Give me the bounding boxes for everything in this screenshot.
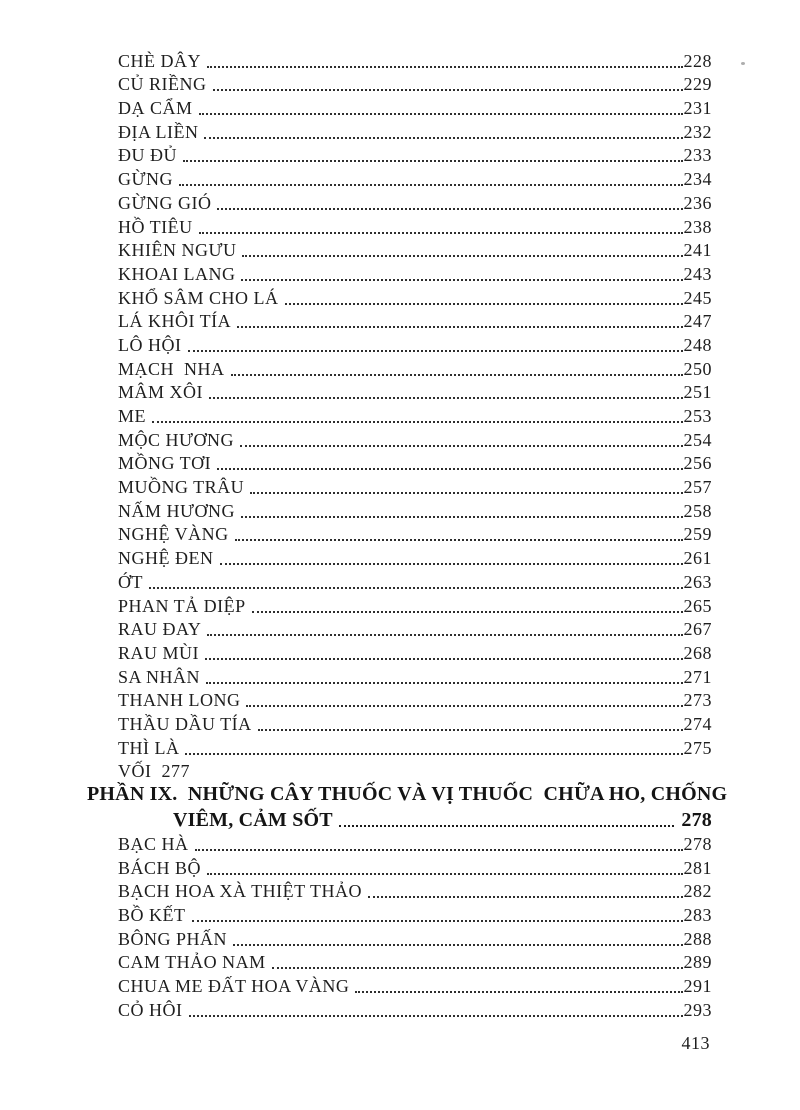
dot-leader (355, 991, 682, 993)
section-heading-line1: PHẦN IX. NHỮNG CÂY THUỐC VÀ VỊ THUỐC CHỮA HO, CHỐNG (87, 783, 728, 806)
entry-title: BÔNG PHẤN (118, 928, 228, 949)
dot-leader (246, 705, 682, 707)
entry-page-number: 258 (683, 500, 712, 521)
entry-page-number: 248 (683, 334, 712, 355)
entry-page-number: 289 (683, 952, 712, 973)
entry-page-number: 261 (683, 548, 712, 569)
dot-leader (195, 849, 683, 851)
section-heading-line2-label: VIÊM, CẢM SỐT (173, 809, 333, 832)
entry-page-number: 245 (683, 287, 712, 308)
dot-leader (183, 160, 683, 162)
entry-page-number: 238 (683, 216, 712, 237)
toc-entry (118, 143, 712, 167)
toc-entry (118, 711, 712, 735)
dot-leader (204, 137, 682, 139)
dot-leader (213, 89, 683, 91)
toc-entry (118, 427, 712, 451)
dot-leader (220, 563, 683, 565)
toc-entry (118, 166, 712, 190)
entry-title: GỪNG GIÓ (118, 192, 212, 213)
dot-leader (285, 303, 683, 305)
dot-leader (235, 539, 683, 541)
dot-leader (241, 516, 683, 518)
entry-page-number: 274 (683, 713, 712, 734)
entry-page-number: 232 (683, 121, 712, 142)
dot-leader (188, 350, 683, 352)
entry-title: CỦ RIỀNG (118, 74, 207, 95)
entry-title: PHAN TẢ DIỆP (118, 595, 246, 616)
toc-entry (118, 332, 712, 356)
entry-title: SA NHÂN (118, 666, 201, 687)
toc-entry (118, 926, 712, 950)
dot-leader (206, 682, 682, 684)
toc-entry (118, 593, 712, 617)
toc-entry (118, 72, 712, 96)
entry-title: NGHỆ ĐEN (118, 548, 214, 569)
entry-page-number: 229 (683, 74, 712, 95)
toc-entry (118, 190, 712, 214)
entry-title: MÂM XÔI (118, 382, 204, 403)
section-heading-part-ix (87, 782, 728, 832)
entry-title: ỚT (118, 571, 143, 592)
dot-leader (192, 920, 683, 922)
entry-page-number: 271 (683, 666, 712, 687)
dot-leader (368, 896, 682, 898)
entry-title: CỎ HÔI (118, 999, 183, 1020)
entry-title: ME (118, 406, 146, 426)
toc-list-bottom (118, 831, 712, 1021)
entry-title: BÁCH BỘ (118, 857, 202, 878)
entry-title: CHUA ME ĐẤT HOA VÀNG (118, 976, 350, 997)
entry-title: CHÈ DÂY (118, 50, 201, 71)
entry-page-number: 257 (683, 477, 712, 498)
entry-page-number: 231 (683, 98, 712, 119)
dot-leader (207, 873, 682, 875)
entry-title: THẦU DẦU TÍA (118, 713, 252, 734)
entry-page-number: 273 (683, 690, 712, 711)
entry-title: BỒ KẾT (118, 905, 186, 926)
entry-page-number: 288 (683, 928, 712, 949)
toc-entry (118, 640, 712, 664)
entry-page-number: 275 (683, 737, 712, 758)
entry-page-number: 243 (683, 263, 712, 284)
toc-entry (118, 950, 712, 974)
entry-title: ĐỊA LIỀN (118, 121, 199, 142)
entry-title: HỒ TIÊU (118, 216, 193, 237)
toc-entry (118, 48, 712, 72)
dot-leader (240, 445, 683, 447)
entry-title: CAM THẢO NAM (118, 952, 266, 973)
entry-page-number: 267 (683, 619, 712, 640)
entry-page-number: 233 (683, 145, 712, 166)
table-of-contents (87, 48, 728, 1021)
toc-entry (118, 759, 712, 783)
dot-leader (339, 825, 675, 827)
entry-page-number: 283 (683, 905, 712, 926)
toc-entry (118, 309, 712, 333)
entry-page-number: 291 (683, 976, 712, 997)
entry-title: ĐU ĐỦ (118, 145, 177, 166)
toc-entry (118, 831, 712, 855)
toc-entry (118, 735, 712, 759)
entry-title: LÔ HỘI (118, 334, 182, 355)
toc-entry (118, 664, 712, 688)
dot-leader (237, 326, 682, 328)
toc-entry (118, 569, 712, 593)
dot-leader (209, 397, 682, 399)
dot-leader (199, 113, 683, 115)
entry-page-number: 251 (683, 382, 712, 403)
entry-page-number: 259 (683, 524, 712, 545)
dot-leader (258, 729, 683, 731)
dot-leader (231, 374, 683, 376)
entry-title: LÁ KHÔI TÍA (118, 311, 232, 332)
entry-title: RAU MÙI (118, 642, 200, 663)
toc-entry (118, 356, 712, 380)
dot-leader (217, 208, 682, 210)
entry-title: MUỒNG TRÂU (118, 477, 245, 498)
entry-title: RAU ĐAY (118, 619, 202, 640)
entry-page-number: 265 (683, 595, 712, 616)
toc-entry (118, 238, 712, 262)
dot-leader (205, 658, 682, 660)
entry-title: MỒNG TƠI (118, 453, 212, 474)
toc-entry (118, 973, 712, 997)
dot-leader (149, 587, 683, 589)
toc-entry (118, 879, 712, 903)
toc-entry (118, 688, 712, 712)
toc-entry (118, 119, 712, 143)
toc-entry (118, 380, 712, 404)
dot-leader (179, 184, 683, 186)
toc-entry (118, 855, 712, 879)
footer-page-number: 413 (681, 1033, 710, 1053)
entry-title: GỪNG (118, 169, 173, 190)
toc-entry (118, 498, 712, 522)
entry-page-number: 282 (683, 881, 712, 902)
entry-page-number: 250 (683, 358, 712, 379)
toc-list-top (118, 48, 712, 782)
toc-entry (118, 545, 712, 569)
entry-page-number: 278 (683, 834, 712, 854)
dot-leader (207, 66, 683, 68)
dot-leader (252, 611, 683, 613)
entry-page-number: 281 (683, 857, 712, 878)
entry-page-number: 236 (683, 192, 712, 213)
entry-page-number: 228 (683, 50, 712, 71)
entry-title: KHOAI LANG (118, 263, 236, 284)
entry-title: VỐI 277 (118, 761, 190, 782)
entry-page-number: 256 (683, 453, 712, 474)
entry-page-number: 234 (683, 169, 712, 190)
toc-entry (118, 214, 712, 238)
entry-page-number: 241 (683, 240, 712, 261)
entry-title: BẠC HÀ (118, 834, 189, 854)
dot-leader (241, 279, 682, 281)
entry-title: MẠCH NHA (118, 358, 225, 379)
entry-title: THANH LONG (118, 690, 241, 711)
entry-page-number: 253 (683, 406, 712, 426)
entry-title: DẠ CẨM (118, 98, 193, 119)
entry-title: KHIÊN NGƯU (118, 240, 237, 261)
dot-leader (217, 468, 682, 470)
toc-entry (118, 997, 712, 1021)
toc-entry (118, 261, 712, 285)
toc-entry (118, 474, 712, 498)
dot-leader (233, 944, 682, 946)
dot-leader (199, 232, 683, 234)
dot-leader (152, 421, 683, 423)
toc-entry (118, 285, 712, 309)
entry-page-number: 254 (683, 429, 712, 450)
entry-page-number: 293 (683, 999, 712, 1020)
entry-title: THÌ LÀ (118, 737, 180, 758)
dot-leader (272, 967, 683, 969)
entry-page-number: 263 (683, 571, 712, 592)
toc-entry (118, 403, 712, 427)
dot-leader (250, 492, 682, 494)
toc-entry (118, 902, 712, 926)
entry-title: NGHỆ VÀNG (118, 524, 229, 545)
entry-page-number: 247 (683, 311, 712, 332)
dot-leader (207, 634, 682, 636)
scan-artifact-dot (741, 62, 745, 65)
entry-title: MỘC HƯƠNG (118, 429, 234, 450)
toc-entry (118, 95, 712, 119)
entry-title: BẠCH HOA XÀ THIỆT THẢO (118, 881, 363, 902)
toc-entry (118, 522, 712, 546)
dot-leader (185, 753, 682, 755)
section-heading-line2 (173, 807, 712, 831)
toc-entry (118, 617, 712, 641)
section-page-number: 278 (681, 809, 712, 832)
entry-title: NẤM HƯƠNG (118, 500, 235, 521)
entry-title: KHỔ SÂM CHO LÁ (118, 287, 279, 308)
toc-entry (118, 451, 712, 475)
dot-leader (189, 1015, 683, 1017)
dot-leader (242, 255, 682, 257)
entry-page-number: 268 (683, 642, 712, 663)
